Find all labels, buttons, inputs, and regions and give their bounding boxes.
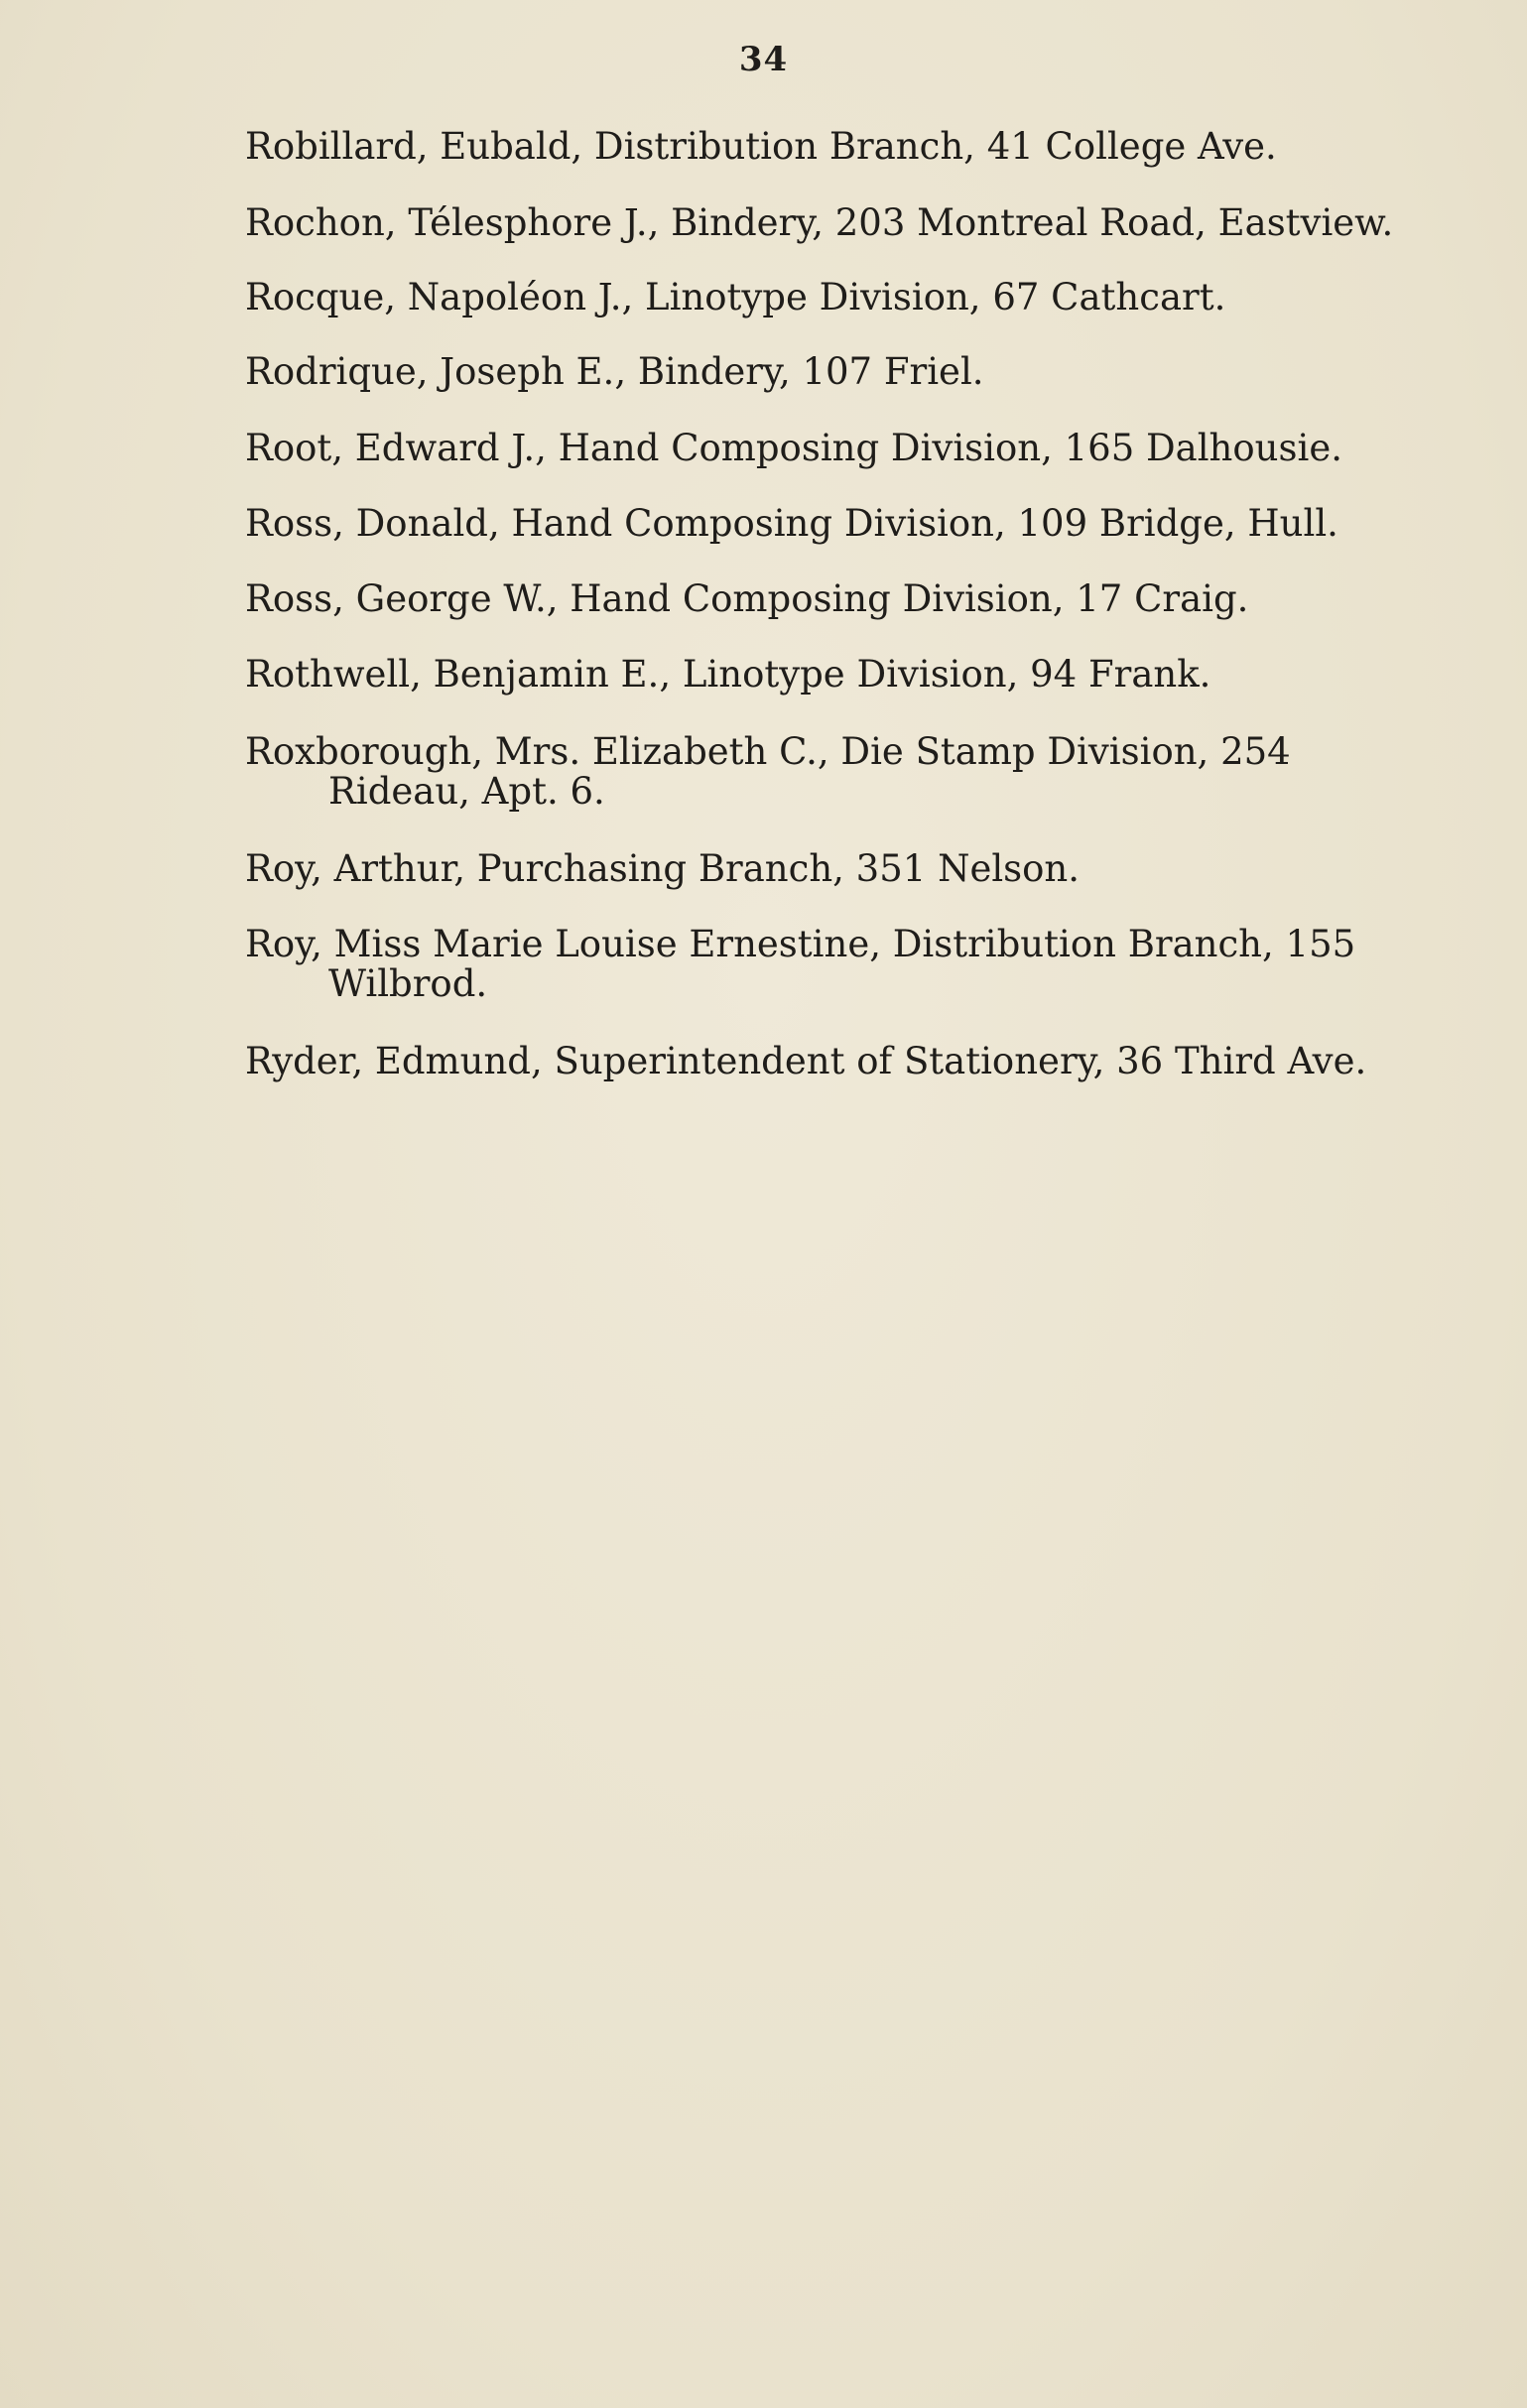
list-item: [245, 732, 1436, 812]
entry-text: Roxborough, Mrs. Elizabeth C., Die Stamp Division, 254 Rideau, Apt. 6.: [245, 730, 1291, 813]
list-item: [245, 655, 1210, 695]
list-item: [245, 579, 1248, 619]
entry-text: Rochon, Télesphore J., Bindery, 203 Montreal Road, Eastview.: [245, 201, 1394, 244]
list-item: [245, 352, 984, 392]
list-item: [245, 1042, 1366, 1081]
entry-text: Roy, Arthur, Purchasing Branch, 351 Nelson.: [245, 847, 1081, 890]
entry-text: Root, Edward J., Hand Composing Division, 165 Dalhousie.: [245, 427, 1342, 469]
list-item: [245, 504, 1338, 544]
list-item: [245, 429, 1342, 468]
entry-text: Ryder, Edmund, Superintendent of Stationery, 36 Third Ave.: [245, 1040, 1367, 1082]
entry-text: Ross, George W., Hand Composing Division, 17 Craig.: [245, 577, 1249, 620]
entry-text: Roy, Miss Marie Louise Ernestine, Distribution Branch, 155 Wilbrod.: [245, 923, 1356, 1005]
list-item: [245, 849, 1080, 889]
entry-text: Rothwell, Benjamin E., Linotype Division, 94 Frank.: [245, 653, 1211, 696]
list-item: [245, 203, 1393, 243]
entry-text: Robillard, Eubald, Distribution Branch, 41 College Ave.: [245, 125, 1277, 168]
entry-text: Ross, Donald, Hand Composing Division, 109 Bridge, Hull.: [245, 502, 1338, 545]
list-item: [245, 278, 1225, 317]
entry-text: Rodrique, Joseph E., Bindery, 107 Friel.: [245, 350, 984, 393]
page-number: 34: [738, 40, 789, 79]
list-item: [245, 127, 1277, 167]
list-item: [245, 925, 1436, 1004]
entry-text: Rocque, Napoléon J., Linotype Division, 67 Cathcart.: [245, 276, 1226, 318]
